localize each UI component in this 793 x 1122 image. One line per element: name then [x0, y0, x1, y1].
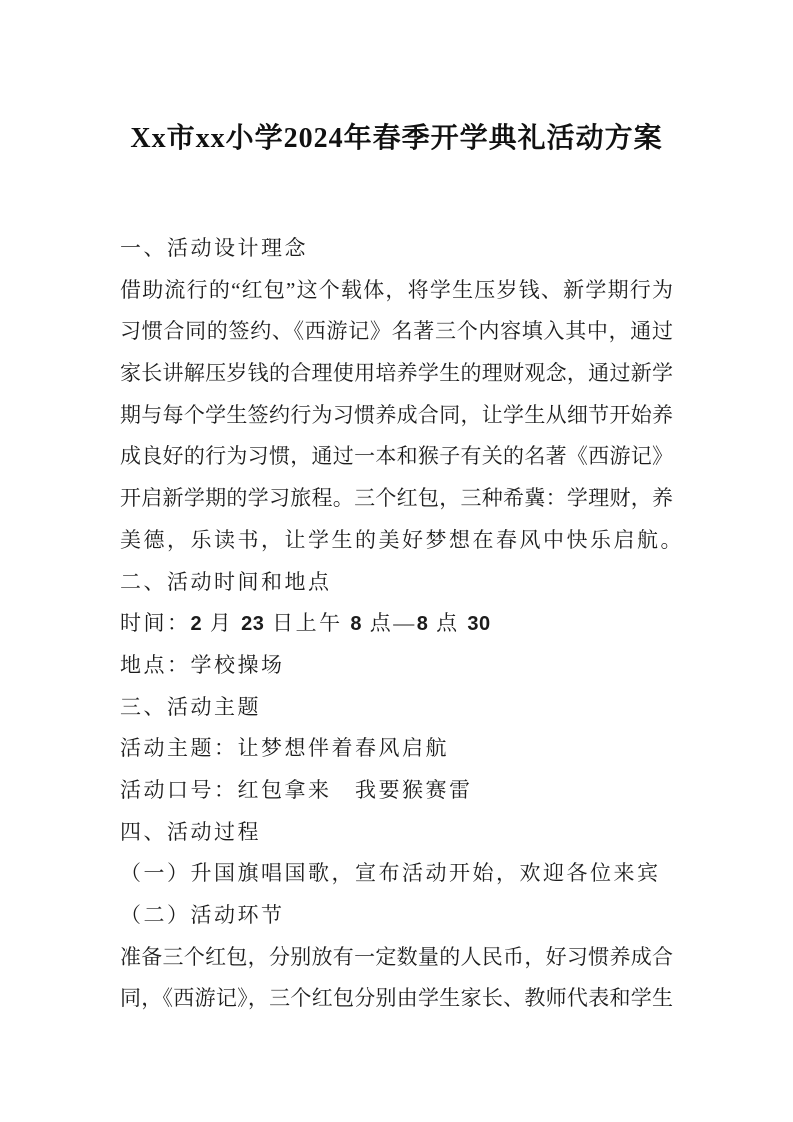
document-body — [120, 228, 684, 1020]
text-line: 借助流行的“红包”这个载体，将学生压岁钱、新学期行为 — [120, 277, 673, 302]
numeric-text: 8 — [350, 613, 362, 636]
text-line: 活动主题：让梦想伴着春风启航 — [120, 736, 449, 761]
text-line: 时间：2 月 23 日上午 8 点—8 点 30 — [120, 611, 491, 636]
text-line: 同，《西游记》，三个红包分别由学生家长、教师代表和学生 — [120, 986, 673, 1011]
text-line: 三、活动主题 — [120, 694, 261, 719]
text-line: （一）升国旗唱国歌，宣布活动开始，欢迎各位来宾 — [120, 861, 661, 886]
text-line: （二）活动环节 — [120, 903, 285, 927]
document-title: Xx市xx小学2024年春季开学典礼活动方案 — [130, 123, 663, 154]
text-line: 一、活动设计理念 — [120, 236, 308, 260]
text-line: 家长讲解压岁钱的合理使用培养学生的理财观念，通过新学 — [120, 361, 673, 386]
text-line: 习惯合同的签约、《西游记》名著三个内容填入其中，通过 — [120, 319, 673, 344]
numeric-text: 23 — [241, 613, 265, 636]
text-line: 美德，乐读书，让学生的美好梦想在春风中快乐启航。 — [120, 527, 684, 552]
text-line: 地点：学校操场 — [120, 652, 285, 677]
text-line: 成良好的行为习惯，通过一本和猴子有关的名著《西游记》 — [120, 444, 673, 469]
text-line: 准备三个红包，分别放有一定数量的人民币，好习惯养成合 — [120, 944, 673, 969]
text-line: 开启新学期的学习旅程。三个红包，三种希冀：学理财，养 — [120, 486, 673, 511]
numeric-text: 30 — [467, 613, 491, 636]
numeric-text: 2 — [190, 613, 203, 636]
text-line: 活动口号：红包拿来 我要猴赛雷 — [120, 777, 473, 802]
text-line: 期与每个学生签约行为习惯养成合同，让学生从细节开始养 — [120, 402, 673, 427]
text-line: 四、活动过程 — [120, 819, 261, 844]
numeric-text: 8 — [416, 613, 429, 636]
text-line: 二、活动时间和地点 — [120, 569, 332, 594]
